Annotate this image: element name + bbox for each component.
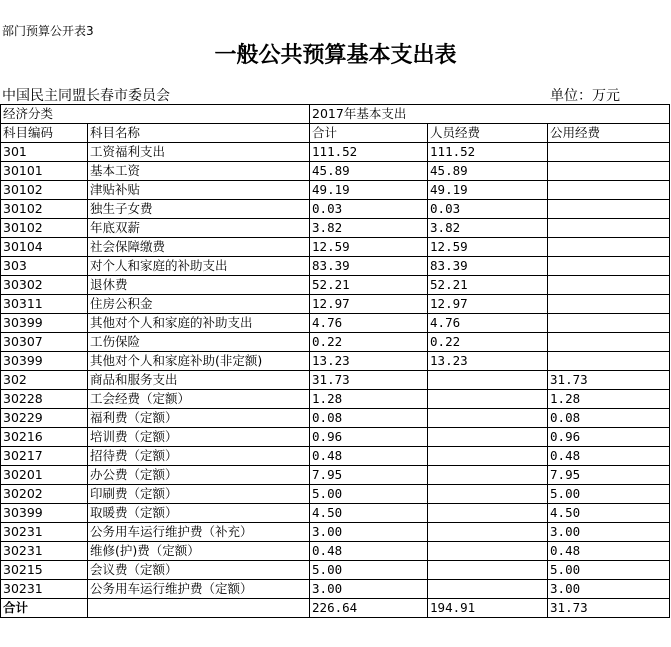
cell-total: 1.28 — [310, 390, 428, 409]
cell-name: 培训费（定额） — [88, 428, 310, 447]
cell-public: 5.00 — [548, 561, 670, 580]
total-row — [1, 599, 670, 618]
table-row — [1, 523, 670, 542]
cell-personnel: 3.82 — [428, 219, 548, 238]
cell-personnel — [428, 371, 548, 390]
cell-code: 30216 — [1, 428, 88, 447]
table-row — [1, 409, 670, 428]
public-header: 公用经费 — [548, 124, 670, 143]
cell-total: 49.19 — [310, 181, 428, 200]
cell-total: 0.03 — [310, 200, 428, 219]
cell-code: 30104 — [1, 238, 88, 257]
cell-public — [548, 257, 670, 276]
table-row — [1, 238, 670, 257]
cell-code: 30228 — [1, 390, 88, 409]
cell-total: 3.82 — [310, 219, 428, 238]
cell-public — [548, 162, 670, 181]
cell-public: 1.28 — [548, 390, 670, 409]
cell-code: 30231 — [1, 580, 88, 599]
cell-total: 45.89 — [310, 162, 428, 181]
cell-name: 退休费 — [88, 276, 310, 295]
cell-total: 13.23 — [310, 352, 428, 371]
cell-code: 30231 — [1, 542, 88, 561]
cell-code: 30202 — [1, 485, 88, 504]
cell-total: 0.96 — [310, 428, 428, 447]
total-header: 合计 — [310, 124, 428, 143]
cell-personnel — [428, 466, 548, 485]
cell-personnel: 49.19 — [428, 181, 548, 200]
cell-public — [548, 181, 670, 200]
cell-name: 工资福利支出 — [88, 143, 310, 162]
table-row — [1, 485, 670, 504]
document-label: 部门预算公开表3 — [2, 24, 94, 38]
cell-public: 3.00 — [548, 580, 670, 599]
cell-total: 111.52 — [310, 143, 428, 162]
cell-personnel: 0.03 — [428, 200, 548, 219]
cell-name: 会议费（定额） — [88, 561, 310, 580]
cell-code: 30399 — [1, 314, 88, 333]
header-row-1 — [1, 105, 670, 124]
cell-total: 7.95 — [310, 466, 428, 485]
table-row — [1, 162, 670, 181]
cell-name: 取暖费（定额） — [88, 504, 310, 523]
organization-name: 中国民主同盟长春市委员会 — [2, 88, 170, 104]
cell-public — [548, 276, 670, 295]
table-row — [1, 276, 670, 295]
personnel-header: 人员经费 — [428, 124, 548, 143]
cell-name: 维修(护)费（定额） — [88, 542, 310, 561]
cell-personnel: 4.76 — [428, 314, 548, 333]
table-row — [1, 200, 670, 219]
cell-code: 30399 — [1, 504, 88, 523]
cell-personnel — [428, 580, 548, 599]
cell-public: 0.48 — [548, 542, 670, 561]
cell-total: 83.39 — [310, 257, 428, 276]
cell-code: 30215 — [1, 561, 88, 580]
cell-personnel — [428, 485, 548, 504]
cell-code: 30229 — [1, 409, 88, 428]
table-row — [1, 181, 670, 200]
total-total: 226.64 — [310, 599, 428, 618]
cell-name: 其他对个人和家庭补助(非定额) — [88, 352, 310, 371]
table-row — [1, 352, 670, 371]
cell-public — [548, 219, 670, 238]
cell-code: 30102 — [1, 200, 88, 219]
cell-public — [548, 314, 670, 333]
total-personnel: 194.91 — [428, 599, 548, 618]
total-label: 合计 — [1, 599, 88, 618]
cell-personnel — [428, 523, 548, 542]
cell-personnel — [428, 428, 548, 447]
table-row — [1, 561, 670, 580]
cell-code: 30307 — [1, 333, 88, 352]
cell-public: 0.96 — [548, 428, 670, 447]
cell-personnel — [428, 390, 548, 409]
cell-public — [548, 200, 670, 219]
cell-name: 印刷费（定额） — [88, 485, 310, 504]
table-row — [1, 219, 670, 238]
cell-name: 招待费（定额） — [88, 447, 310, 466]
cell-total: 0.08 — [310, 409, 428, 428]
cell-name: 工伤保险 — [88, 333, 310, 352]
cell-name: 办公费（定额） — [88, 466, 310, 485]
total-public: 31.73 — [548, 599, 670, 618]
cell-personnel: 83.39 — [428, 257, 548, 276]
cell-total: 4.50 — [310, 504, 428, 523]
cell-public — [548, 352, 670, 371]
cell-name: 年底双薪 — [88, 219, 310, 238]
cell-public: 7.95 — [548, 466, 670, 485]
total-empty-cell — [88, 599, 310, 618]
cell-total: 12.59 — [310, 238, 428, 257]
page-title: 一般公共预算基本支出表 — [214, 42, 457, 68]
header-row-2 — [1, 124, 670, 143]
cell-code: 303 — [1, 257, 88, 276]
cell-name: 独生子女费 — [88, 200, 310, 219]
cell-total: 5.00 — [310, 561, 428, 580]
cell-code: 30231 — [1, 523, 88, 542]
cell-public: 31.73 — [548, 371, 670, 390]
cell-total: 0.48 — [310, 542, 428, 561]
cell-personnel: 12.97 — [428, 295, 548, 314]
cell-name: 商品和服务支出 — [88, 371, 310, 390]
econ-class-header: 经济分类 — [1, 105, 310, 124]
cell-personnel: 45.89 — [428, 162, 548, 181]
cell-personnel: 0.22 — [428, 333, 548, 352]
cell-public — [548, 238, 670, 257]
table-row — [1, 333, 670, 352]
cell-code: 30217 — [1, 447, 88, 466]
cell-personnel: 12.59 — [428, 238, 548, 257]
cell-public — [548, 333, 670, 352]
table-row — [1, 390, 670, 409]
table-row — [1, 314, 670, 333]
cell-code: 30101 — [1, 162, 88, 181]
table-row — [1, 466, 670, 485]
cell-total: 4.76 — [310, 314, 428, 333]
cell-total: 3.00 — [310, 523, 428, 542]
cell-name: 工会经费（定额） — [88, 390, 310, 409]
cell-public — [548, 143, 670, 162]
year-expense-header: 2017年基本支出 — [310, 105, 670, 124]
cell-public: 4.50 — [548, 504, 670, 523]
cell-total: 52.21 — [310, 276, 428, 295]
cell-total: 12.97 — [310, 295, 428, 314]
table-row — [1, 257, 670, 276]
cell-code: 30302 — [1, 276, 88, 295]
cell-total: 3.00 — [310, 580, 428, 599]
cell-total: 0.22 — [310, 333, 428, 352]
cell-public: 0.08 — [548, 409, 670, 428]
cell-personnel — [428, 409, 548, 428]
table-row — [1, 447, 670, 466]
table-row — [1, 143, 670, 162]
budget-table — [0, 104, 670, 618]
cell-code: 30311 — [1, 295, 88, 314]
table-row — [1, 371, 670, 390]
name-header: 科目名称 — [88, 124, 310, 143]
table-row — [1, 580, 670, 599]
cell-name: 住房公积金 — [88, 295, 310, 314]
unit-label: 单位：万元 — [550, 88, 620, 104]
cell-personnel — [428, 542, 548, 561]
table-row — [1, 428, 670, 447]
cell-name: 福利费（定额） — [88, 409, 310, 428]
cell-public: 5.00 — [548, 485, 670, 504]
cell-total: 0.48 — [310, 447, 428, 466]
cell-name: 其他对个人和家庭的补助支出 — [88, 314, 310, 333]
cell-code: 30399 — [1, 352, 88, 371]
cell-name: 公务用车运行维护费（补充） — [88, 523, 310, 542]
code-header: 科目编码 — [1, 124, 88, 143]
cell-code: 30102 — [1, 219, 88, 238]
cell-name: 基本工资 — [88, 162, 310, 181]
cell-total: 31.73 — [310, 371, 428, 390]
cell-code: 30201 — [1, 466, 88, 485]
cell-code: 301 — [1, 143, 88, 162]
cell-public: 0.48 — [548, 447, 670, 466]
cell-personnel — [428, 561, 548, 580]
cell-personnel — [428, 447, 548, 466]
cell-personnel: 111.52 — [428, 143, 548, 162]
cell-name: 公务用车运行维护费（定额） — [88, 580, 310, 599]
cell-public — [548, 295, 670, 314]
table-row — [1, 504, 670, 523]
table-row — [1, 295, 670, 314]
cell-public: 3.00 — [548, 523, 670, 542]
cell-total: 5.00 — [310, 485, 428, 504]
cell-name: 对个人和家庭的补助支出 — [88, 257, 310, 276]
table-row — [1, 542, 670, 561]
cell-personnel: 52.21 — [428, 276, 548, 295]
cell-name: 社会保障缴费 — [88, 238, 310, 257]
cell-name: 津贴补贴 — [88, 181, 310, 200]
cell-personnel — [428, 504, 548, 523]
cell-code: 30102 — [1, 181, 88, 200]
cell-personnel: 13.23 — [428, 352, 548, 371]
cell-code: 302 — [1, 371, 88, 390]
